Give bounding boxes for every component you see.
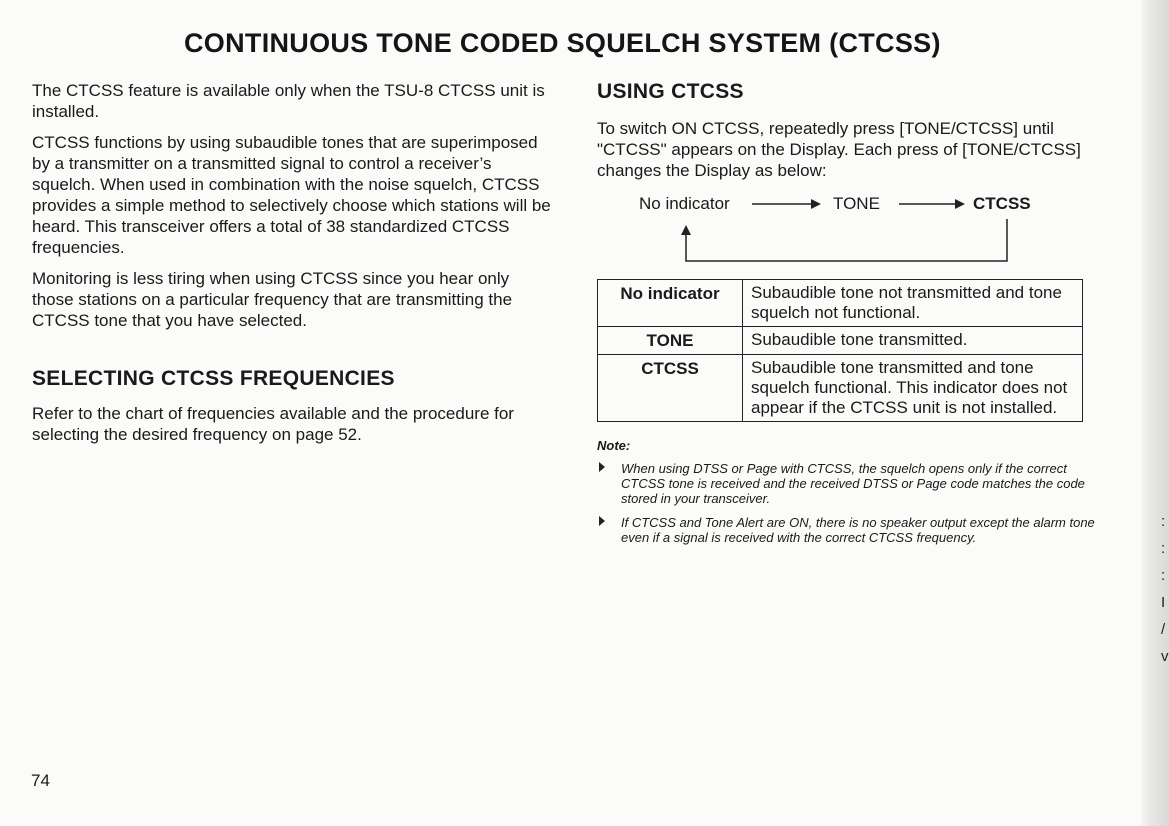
indicator-cell: TONE [598,327,743,355]
triangle-bullet-icon [599,516,605,526]
right-column [597,80,1097,554]
flow-step-no-indicator: No indicator [639,194,730,213]
page-number: 74 [31,771,50,790]
table-row [598,327,1083,355]
note-item [597,515,1097,545]
using-intro-paragraph: To switch ON CTCSS, repeatedly press [TONE/CTCSS] until "CTCSS" appears on the Display. Each press of [TONE/CTCSS] changes the Display as below: [597,119,1081,180]
arrow-head-2 [955,199,965,209]
using-heading: USING CTCSS [597,80,744,103]
indicator-cycle-diagram [597,191,1097,269]
table-row [598,355,1083,422]
table-row [598,280,1083,327]
arrow-head-1 [811,199,821,209]
flow-step-tone: TONE [833,194,880,213]
return-arrow-line [686,219,1007,261]
note-text: If CTCSS and Tone Alert are ON, there is no speaker output except the alarm tone even if a signal is received with the correct CTCSS frequency. [621,515,1095,545]
description-cell: Subaudible tone transmitted. [743,327,1083,355]
triangle-bullet-icon [599,462,605,472]
selecting-paragraph: Refer to the chart of frequencies available and the procedure for selecting the desired frequency on page 52. [32,404,514,444]
note-list [597,461,1097,545]
selecting-heading: SELECTING CTCSS FREQUENCIES [32,367,395,390]
page-edge-shadow [1141,0,1169,826]
note-item [597,461,1097,506]
intro-paragraph: The CTCSS feature is available only when the TSU-8 CTCSS unit is installed. [32,81,545,121]
left-column [32,80,552,455]
note-label: Note: [597,438,631,453]
flow-step-ctcss: CTCSS [973,194,1031,213]
description-cell: Subaudible tone transmitted and tone squelch functional. This indicator does not appear if the CTCSS unit is not installed. [743,355,1083,422]
functions-paragraph: CTCSS functions by using subaudible tones that are superimposed by a transmitter on a transmitted signal to control a receiver’s squelch. When used in combination with the noise squelch, CTCSS provides a simple method to selectively choose which stations will be heard. This transceiver offers a total of 38 standardized CTCSS frequencies. [32,133,551,257]
page-edge-marks: : : : I / v [1161,513,1169,665]
monitoring-paragraph: Monitoring is less tiring when using CTCSS since you hear only those stations on a particular frequency that are transmitting the CTCSS tone that you have selected. [32,269,513,330]
page-title: CONTINUOUS TONE CODED SQUELCH SYSTEM (CTCSS) [184,28,941,58]
indicator-cell: CTCSS [598,355,743,422]
indicator-table [597,279,1083,422]
return-arrow-head [681,225,691,235]
indicator-cell: No indicator [598,280,743,327]
description-cell: Subaudible tone not transmitted and tone squelch not functional. [743,280,1083,327]
note-text: When using DTSS or Page with CTCSS, the squelch opens only if the correct CTCSS tone is received and the received DTSS or Page code matches the code stored in your transceiver. [621,461,1085,506]
